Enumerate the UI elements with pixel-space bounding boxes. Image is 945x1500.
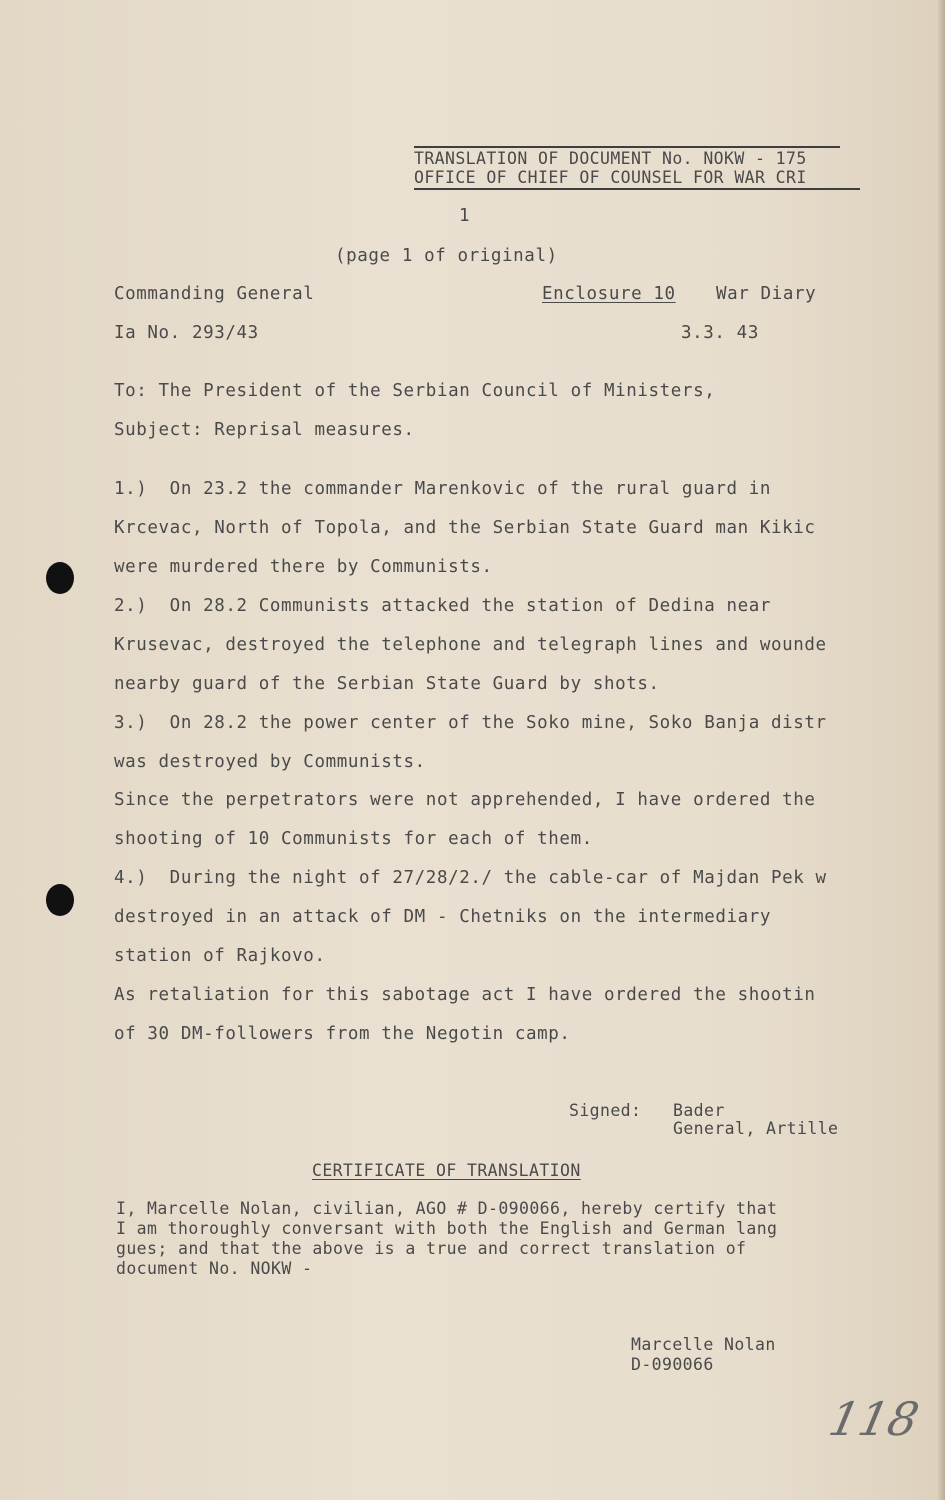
certificate-line: I, Marcelle Nolan, civilian, AGO # D-090066, hereby certify that (116, 1199, 778, 1218)
body-line: 3.) On 28.2 the power center of the Soko mine, Soko Banja distr (114, 713, 827, 733)
certificate-title: CERTIFICATE OF TRANSLATION (312, 1161, 581, 1180)
body-line: station of Rajkovo. (114, 946, 326, 966)
body-line: were murdered there by Communists. (114, 557, 493, 577)
punch-hole-upper (46, 562, 74, 594)
header-line-2: OFFICE OF CHIEF OF COUNSEL FOR WAR CRI (414, 168, 807, 187)
enclosure-label: Enclosure 10 (542, 284, 676, 304)
reference-number: Ia No. 293/43 (114, 323, 259, 343)
document-date: 3.3. 43 (681, 323, 759, 343)
sender: Commanding General (114, 284, 315, 304)
body-line: was destroyed by Communists. (114, 752, 426, 772)
body-line: 1.) On 23.2 the commander Marenkovic of the rural guard in (114, 479, 772, 499)
translator-id: D-090066 (631, 1355, 714, 1374)
subject: Subject: Reprisal measures. (114, 420, 415, 440)
body-line: Since the perpetrators were not apprehended, I have ordered the (114, 790, 816, 810)
header-rule-top (414, 146, 840, 148)
signatory-name: Bader (673, 1101, 725, 1120)
body-line: 4.) During the night of 27/28/2./ the cable-car of Majdan Pek w (114, 868, 827, 888)
addressee: To: The President of the Serbian Council of Ministers, (114, 381, 716, 401)
header-rule-bottom (414, 188, 860, 190)
body-line: destroyed in an attack of DM - Chetniks on the intermediary (114, 907, 772, 927)
body-line: 2.) On 28.2 Communists attacked the station of Dedina near (114, 596, 772, 616)
certificate-line: document No. NOKW - (116, 1259, 313, 1278)
certificate-line: I am thoroughly conversant with both the English and German lang (116, 1219, 778, 1238)
body-line: As retaliation for this sabotage act I have ordered the shootin (114, 985, 816, 1005)
handwritten-page-number: 118 (824, 1392, 924, 1446)
war-diary-label: War Diary (716, 284, 817, 304)
body-line: of 30 DM-followers from the Negotin camp. (114, 1024, 571, 1044)
signatory-rank: General, Artille (673, 1119, 839, 1138)
header-line-1: TRANSLATION OF DOCUMENT No. NOKW - 175 (414, 149, 807, 168)
translator-name: Marcelle Nolan (631, 1335, 776, 1354)
body-line: nearby guard of the Serbian State Guard by shots. (114, 674, 660, 694)
certificate-line: gues; and that the above is a true and correct translation of (116, 1239, 747, 1258)
body-line: Krusevac, destroyed the telephone and telegraph lines and wounde (114, 635, 827, 655)
page-number: 1 (459, 206, 471, 226)
body-line: Krcevac, North of Topola, and the Serbian State Guard man Kikic (114, 518, 816, 538)
punch-hole-lower (46, 884, 74, 916)
body-line: shooting of 10 Communists for each of them. (114, 829, 593, 849)
signed-label: Signed: (569, 1101, 642, 1120)
page-edge-shadow (937, 0, 945, 1500)
page-of-original: (page 1 of original) (335, 246, 558, 266)
